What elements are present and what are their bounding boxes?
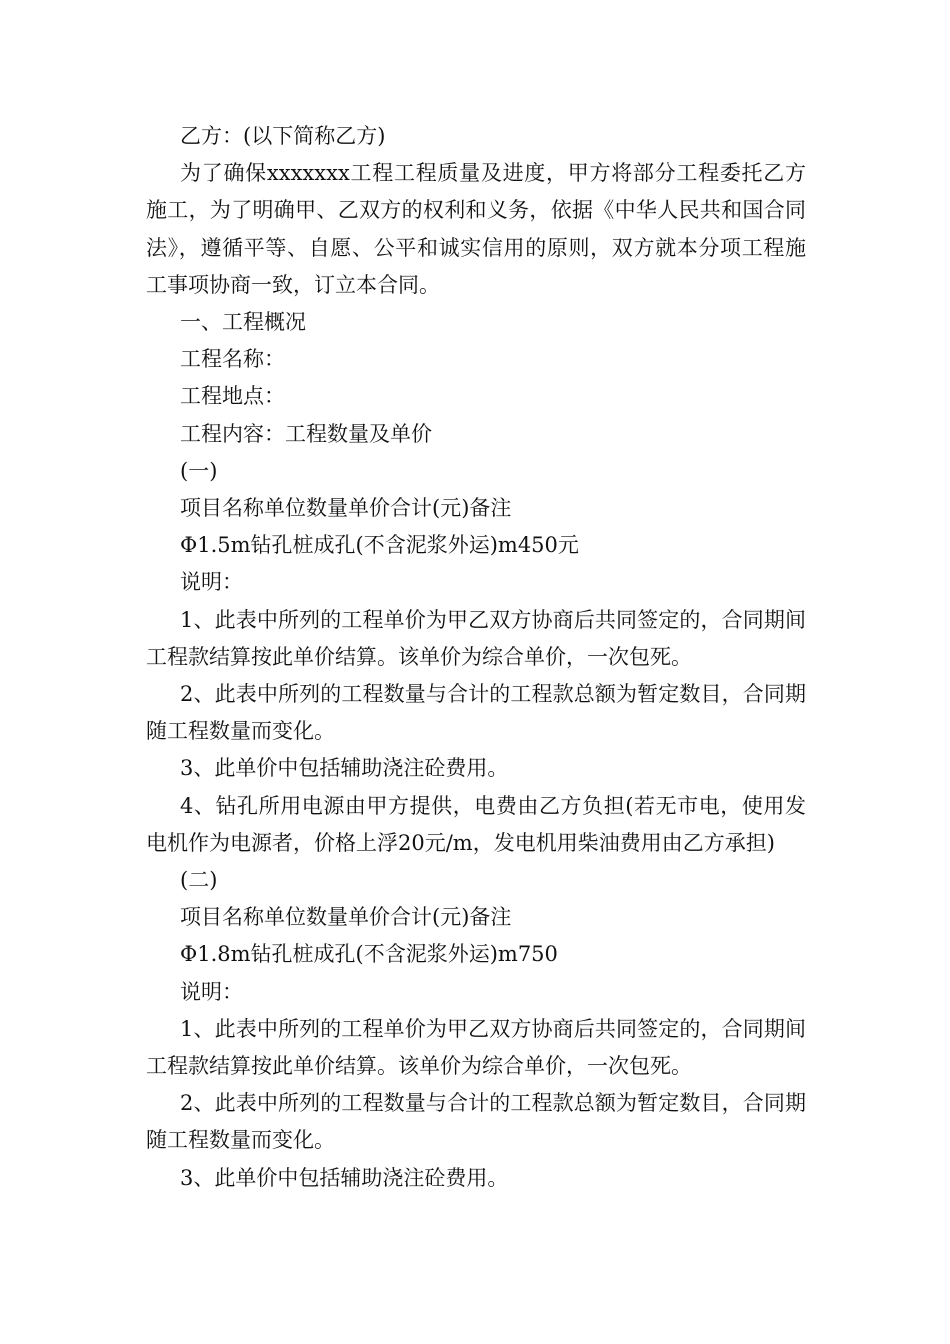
project-name-line: 工程名称：: [180, 347, 285, 372]
document-body: [146, 118, 806, 1197]
notes-1-item-3: 3、此单价中包括辅助浇注砼费用。: [180, 756, 509, 781]
table-1-header-row: 项目名称单位数量单价合计(元)备注: [180, 496, 512, 521]
notes-2-item-3: 3、此单价中包括辅助浇注砼费用。: [180, 1165, 509, 1190]
notes-2-item-2: 2、此表中所列的工程数量与合计的工程款总额为暂定数目，合同期随工程数量而变化。: [146, 1091, 806, 1153]
notes-2-heading: 说明：: [180, 979, 243, 1004]
project-location-line: 工程地点：: [180, 384, 285, 409]
party-b-line: 乙方：(以下简称乙方): [180, 124, 386, 148]
subsection-2-heading: (二): [180, 868, 218, 893]
notes-1-item-4: 4、钻孔所用电源由甲方提供，电费由乙方负担(若无市电，使用发电机作为电源者，价格上浮20元/m，发电机用柴油费用由乙方承担): [146, 793, 806, 855]
table-1-item-row: Φ1.5m钻孔桩成孔(不含泥浆外运)m450元: [180, 533, 579, 558]
preamble-paragraph: 为了确保xxxxxxx工程工程质量及进度，甲方将部分工程委托乙方施工，为了明确甲、乙双方的权利和义务，依据《中华人民共和国合同法》，遵循平等、自愿、公平和诚实信用的原则，双方就本分项工程施工事项协商一致，订立本合同。: [146, 161, 806, 297]
table-2-header-row: 项目名称单位数量单价合计(元)备注: [180, 905, 512, 930]
project-content-line: 工程内容：工程数量及单价: [180, 421, 432, 446]
notes-1-item-2: 2、此表中所列的工程数量与合计的工程款总额为暂定数目，合同期随工程数量而变化。: [146, 682, 806, 744]
subsection-1-heading: (一): [180, 458, 218, 483]
notes-1-item-1: 1、此表中所列的工程单价为甲乙双方协商后共同签定的，合同期间工程款结算按此单价结算。该单价为综合单价，一次包死。: [146, 607, 806, 669]
table-2-item-row: Φ1.8m钻孔桩成孔(不含泥浆外运)m750: [180, 942, 558, 967]
section-heading-project-overview: 一、工程概况: [180, 310, 306, 335]
notes-1-heading: 说明：: [180, 570, 243, 595]
notes-2-item-1: 1、此表中所列的工程单价为甲乙双方协商后共同签定的，合同期间工程款结算按此单价结算。该单价为综合单价，一次包死。: [146, 1016, 806, 1079]
